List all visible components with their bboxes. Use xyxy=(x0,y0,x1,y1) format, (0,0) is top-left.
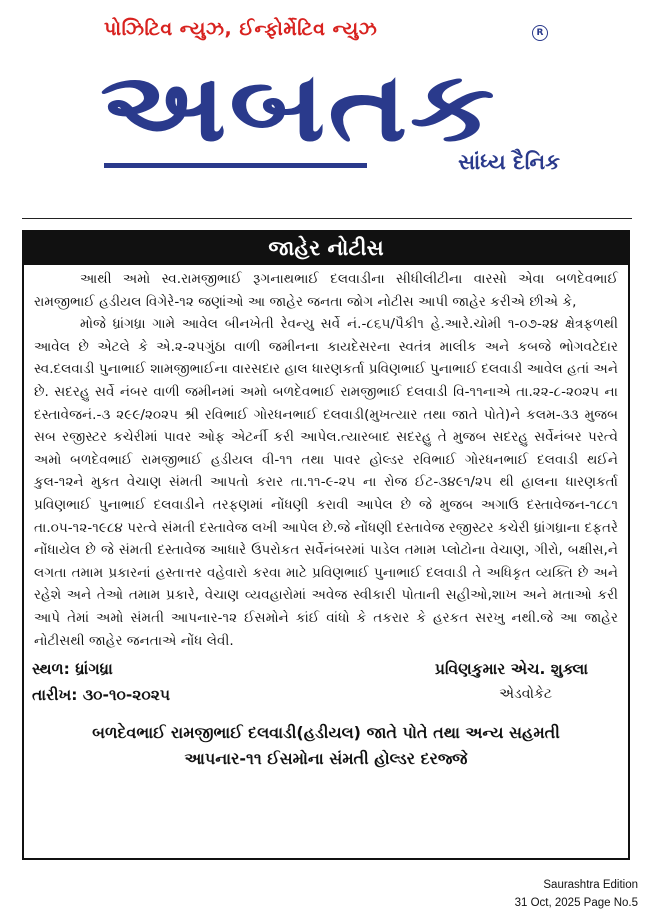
edition-name: Saurashtra Edition xyxy=(543,879,638,891)
registered-trademark-icon: R xyxy=(532,25,548,41)
notice-paragraph-intro: આથી અમો સ્વ.રામજીભાઈ રૂગનાથભાઈ દલવાડીના સીધીલીટીના વારસો એવા બળદેવભાઈ રામજીભાઈ હડીયલ વિગેરે-૧૨ જણાંઓ આ જાહેર જનતા જોગ નોટીસ આપી જાહેર કરીએ છીએ કે, xyxy=(34,271,618,310)
notice-footer-line-1: બળદેવભાઈ રામજીભાઈ દલવાડી(હડીયલ) જાતે પોતે તથા અન્ય સહમતી xyxy=(92,723,560,743)
signatory-name: પ્રવિણકુમાર એચ. શુક્લા xyxy=(434,660,588,679)
notice-date: તારીખ: ૩૦-૧૦-૨૦૨૫ xyxy=(32,686,171,705)
notice-footer-line-2: આપનાર-૧૧ ઈસમોના સંમતી હોલ્ડર દરજ્જે xyxy=(184,749,468,769)
notice-title: જાહેર નોટીસ xyxy=(24,232,628,265)
header-divider xyxy=(22,218,632,219)
edition-date-page: 31 Oct, 2025 Page No.5 xyxy=(514,897,638,909)
public-notice-box xyxy=(22,230,630,860)
notice-place: સ્થળ: ધ્રાંગધ્રા xyxy=(32,660,113,679)
masthead-subtitle: સાંધ્ય દૈનિક xyxy=(458,150,560,174)
edition-info xyxy=(515,876,638,912)
notice-paragraph-main: મોજે ધ્રાંગધ્રા ગામે આવેલ બીનખેતી રેવન્યુ સર્વે નં.-૮૬૫/પૈકી૧ હે.આરે.ચોમી ૧-૦૭-૨૪ ક્ષેત્રફળથી આવેલ છે એટલે કે એ.૨-૨૫ગુંઠા વાળી જમીનના કાયદેસરના સ્વતંત્ર માલીક અને કબજે ભોગવટેદાર સ્વ.દલવાડી પુનાભાઈ શામજીભાઈના વારસદાર હાલ ધારણકર્તા પ્રવિણભાઈ પુનાભાઈ દલવાડી આવેલ હતાં અને છે. સદરહુ સર્વે નંબર વાળી જમીનમાં અમો બળદેવભાઈ રામજીભાઈ દલવાડી વિ-૧૧નાએ તા.૨૨-૮-૨૦૨૫ ના દસ્તાવેજનં.-૩ ૨૯૯/૨૦૨૫ શ્રી રવિભાઈ ગોરધનભાઈ દલવાડી(મુખત્યાર તથા જાતે પોતે)ને કલમ-૩૩ મુજબ સબ રજીસ્ટર કચેરીમાં પાવર ઓફ એટર્ની કરી આપેલ.ત્યારબાદ સદરહુ તે મુજબ સદરહુ સર્વેનંબર પરત્વે અમો બળદેવભાઈ રામજીભાઈ હડીયલ વી-૧૧ તથા પાવર હોલ્ડર રવિભાઈ ગોરધનભાઈ દલવાડી થઈને કુલ-૧૨ને મુકત વેચાણ સંમતી આપતો કરાર તા.૧૧-૯-૨૫ ના રોજ ઈટ-૩૪૯૧/૨૫ થી હાલના ધારણકર્તા પ્રવિણભાઈ પુનાભાઈ દલવાડીને તરફણમાં નોંધણી કરાવી આપેલ છે જે મુજબ અગાઉ દસ્તાવેજન-૧૮૮૧ તા.૦૫-૧૨-૧૯૮૪ પરત્વે સંમતી દસ્તાવેજ લખી આપેલ છે.જે નોંધણી દસ્તાવેજ રજીસ્ટર કચેરી ધ્રાંગધ્રાના દફતરે નોંધાયેલ છે જે સંમતી દસ્તાવેજ આધારે ઉપરોકત સર્વેનંબરમાં પાડેલ તમામ પ્લોટોના વેચાણ, ગીરો, બક્ષીસ,ને લગતા તમામ પ્રકારનાં હસ્તાત્તર વહેવારો કરવા માટે પ્રવિણભાઈ પુનાભાઈ દલવાડી તે અધિકૃત વ્યક્તિ છે અને રહેશે અને તેઓ તમામ પ્રકારે, વેચાણ વ્યવહારોમાં અવેજ સ્વીકારી પોતાની સહીઓ,શાખ અને મતાઓ કરી આપે તેમાં અમો સંમતી આપનાર-૧૨ ઈસમોને કાંઈ વાંધો કે તકરાર કે હરકત સરખુ નથી.જે આ જાહેર નોટીસથી જાહેર જનતાએ નોંધ લેવી. xyxy=(34,316,618,649)
newspaper-logo: અબતક xyxy=(100,51,498,163)
signatory-title: એડવોકેટ xyxy=(499,686,552,703)
logo-underline xyxy=(104,163,367,168)
notice-signature-block xyxy=(24,660,628,714)
masthead-tagline: પોઝિટિવ ન્યુઝ, ઈન્ફોર્મેટિવ ન્યુઝ xyxy=(104,18,378,40)
notice-body xyxy=(24,265,628,652)
